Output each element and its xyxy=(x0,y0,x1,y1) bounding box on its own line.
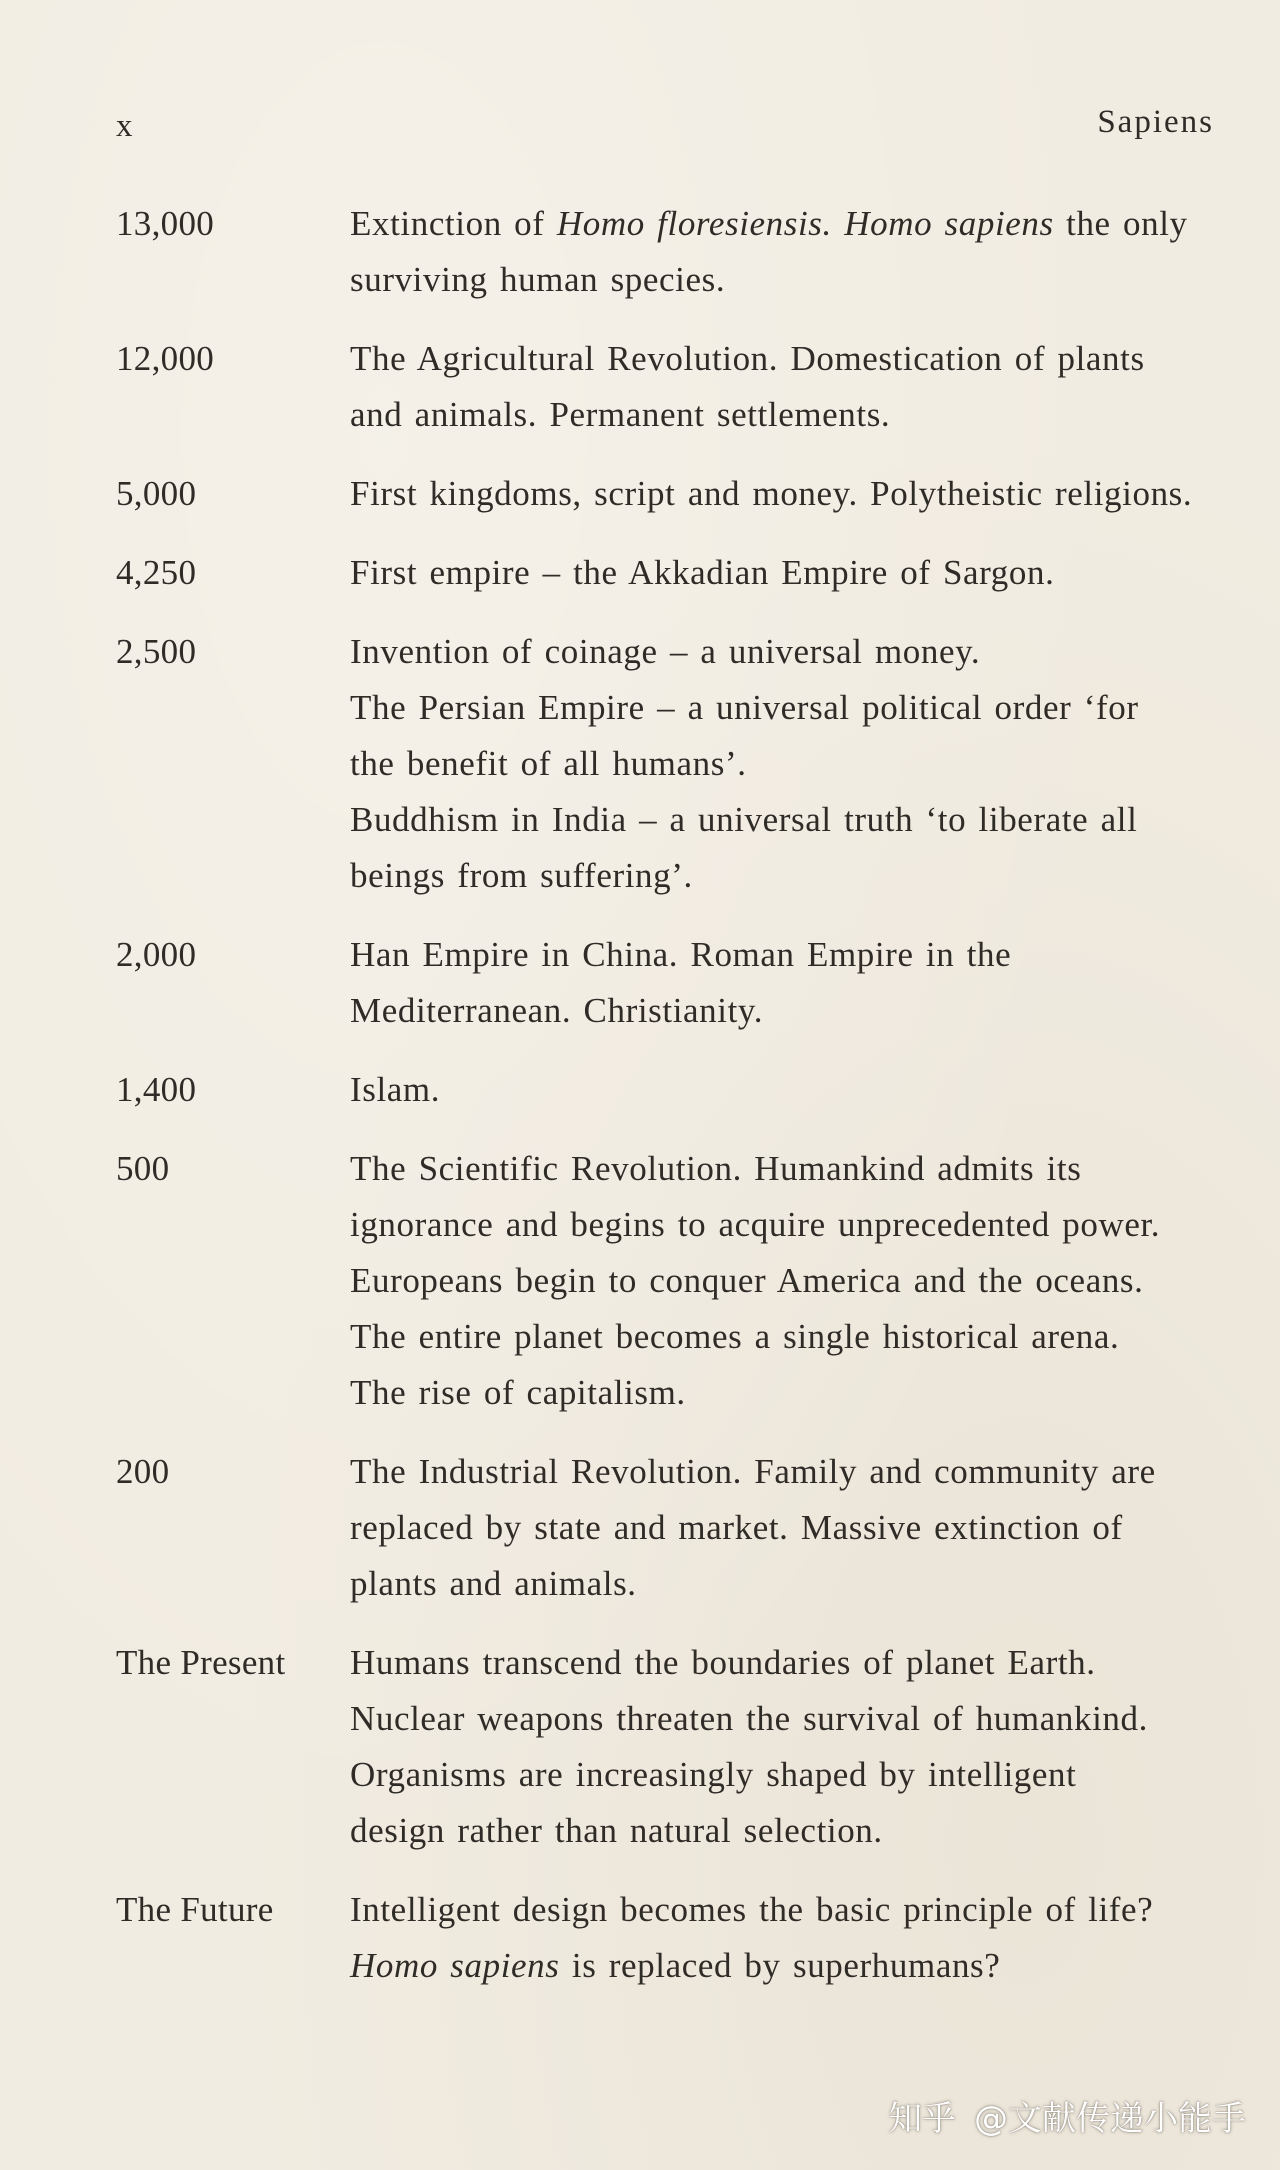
timeline xyxy=(116,196,1216,2017)
description-line xyxy=(350,1365,1216,1421)
text-segment: First kingdoms, script and money. Polytheistic religions. xyxy=(350,474,1193,513)
watermark-handle: @文献传递小能手 xyxy=(974,2099,1246,2139)
italic-term: Homo floresiensis. xyxy=(556,204,832,243)
text-segment: plants and animals. xyxy=(350,1564,637,1603)
entry-date: The Future xyxy=(116,1890,274,1929)
text-segment: Humans transcend the boundaries of planet Earth. xyxy=(350,1643,1096,1682)
entry-date: 1,400 xyxy=(116,1070,197,1109)
text-segment: design rather than natural selection. xyxy=(350,1811,883,1850)
timeline-entry xyxy=(116,1444,1216,1612)
timeline-entry xyxy=(116,624,1216,904)
description-line xyxy=(350,1556,1216,1612)
running-head: Sapiens xyxy=(1097,104,1214,140)
description-line xyxy=(350,1500,1216,1556)
text-segment: The rise of capitalism. xyxy=(350,1373,686,1412)
description-line xyxy=(350,983,1216,1039)
entry-description xyxy=(350,1062,1216,1118)
description-line xyxy=(350,196,1216,252)
description-line xyxy=(350,1635,1216,1691)
entry-description xyxy=(350,196,1216,308)
description-line xyxy=(350,545,1216,601)
entry-description xyxy=(350,1141,1216,1421)
text-segment: Han Empire in China. Roman Empire in the xyxy=(350,935,1012,974)
text-segment: Nuclear weapons threaten the survival of humankind. xyxy=(350,1699,1148,1738)
entry-description xyxy=(350,927,1216,1039)
description-line xyxy=(350,927,1216,983)
italic-term: Homo sapiens xyxy=(350,1946,560,1985)
description-line xyxy=(350,387,1216,443)
entry-date: The Present xyxy=(116,1643,286,1682)
entry-description xyxy=(350,466,1216,522)
description-line xyxy=(350,1803,1216,1859)
entry-date: 2,500 xyxy=(116,632,197,671)
entry-description xyxy=(350,1882,1216,1994)
entry-description xyxy=(350,545,1216,601)
page-number: x xyxy=(116,108,133,144)
entry-date: 4,250 xyxy=(116,553,197,592)
text-segment: Extinction of xyxy=(350,204,557,243)
text-segment: is replaced by superhumans? xyxy=(559,1946,1001,1985)
description-line xyxy=(350,1141,1216,1197)
text-segment: The Industrial Revolution. Family and community are xyxy=(350,1452,1156,1491)
entry-description xyxy=(350,1635,1216,1859)
text-segment: surviving human species. xyxy=(350,260,726,299)
text-segment: First empire – the Akkadian Empire of Sargon. xyxy=(350,553,1055,592)
entry-date: 200 xyxy=(116,1452,170,1491)
text-segment: Mediterranean. Christianity. xyxy=(350,991,764,1030)
watermark xyxy=(888,2091,1246,2140)
text-segment: beings from suffering’. xyxy=(350,856,693,895)
timeline-entry xyxy=(116,466,1216,522)
entry-date: 5,000 xyxy=(116,474,197,513)
description-line xyxy=(350,1691,1216,1747)
text-segment: the benefit of all humans’. xyxy=(350,744,747,783)
timeline-entry xyxy=(116,1062,1216,1118)
description-line xyxy=(350,1444,1216,1500)
description-line xyxy=(350,1197,1216,1253)
description-line xyxy=(350,1747,1216,1803)
entry-date: 2,000 xyxy=(116,935,197,974)
timeline-entry xyxy=(116,927,1216,1039)
text-segment: replaced by state and market. Massive extinction of xyxy=(350,1508,1123,1547)
entry-description xyxy=(350,1444,1216,1612)
text-segment: Intelligent design becomes the basic principle of life? xyxy=(350,1890,1154,1929)
text-segment: ignorance and begins to acquire unprecedented power. xyxy=(350,1205,1161,1244)
text-segment: and animals. Permanent settlements. xyxy=(350,395,891,434)
text-segment: The Agricultural Revolution. Domestication of plants xyxy=(350,339,1145,378)
text-segment: The Scientific Revolution. Humankind admits its xyxy=(350,1149,1082,1188)
description-line xyxy=(350,1938,1216,1994)
description-line xyxy=(350,792,1216,848)
text-segment: Organisms are increasingly shaped by intelligent xyxy=(350,1755,1077,1794)
text-segment xyxy=(832,204,844,243)
description-line xyxy=(350,252,1216,308)
text-segment: Islam. xyxy=(350,1070,441,1109)
timeline-entry xyxy=(116,545,1216,601)
timeline-entry xyxy=(116,331,1216,443)
text-segment: Invention of coinage – a universal money. xyxy=(350,632,981,671)
description-line xyxy=(350,466,1216,522)
text-segment: Europeans begin to conquer America and the oceans. xyxy=(350,1261,1144,1300)
text-segment: Buddhism in India – a universal truth ‘to liberate all xyxy=(350,800,1138,839)
description-line xyxy=(350,1253,1216,1309)
watermark-platform: 知乎 xyxy=(888,2099,956,2139)
entry-description xyxy=(350,331,1216,443)
text-segment: the only xyxy=(1053,204,1188,243)
description-line xyxy=(350,848,1216,904)
description-line xyxy=(350,736,1216,792)
description-line xyxy=(350,680,1216,736)
italic-term: Homo sapiens xyxy=(844,204,1054,243)
entry-date: 500 xyxy=(116,1149,170,1188)
entry-date: 12,000 xyxy=(116,339,215,378)
description-line xyxy=(350,624,1216,680)
timeline-entry xyxy=(116,1635,1216,1859)
text-segment: The entire planet becomes a single historical arena. xyxy=(350,1317,1120,1356)
description-line xyxy=(350,1309,1216,1365)
text-segment: The Persian Empire – a universal political order ‘for xyxy=(350,688,1139,727)
timeline-entry xyxy=(116,1141,1216,1421)
description-line xyxy=(350,331,1216,387)
timeline-entry xyxy=(116,196,1216,308)
description-line xyxy=(350,1882,1216,1938)
entry-description xyxy=(350,624,1216,904)
entry-date: 13,000 xyxy=(116,204,215,243)
timeline-entry xyxy=(116,1882,1216,1994)
description-line xyxy=(350,1062,1216,1118)
